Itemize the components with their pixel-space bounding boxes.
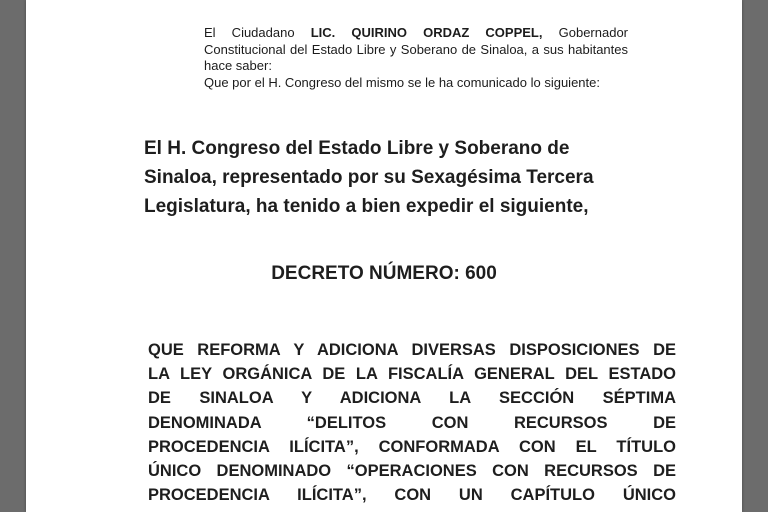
preamble-line: Sinaloa, representado por su Sexagésima Tercera [144, 167, 594, 188]
governor-name: LIC. QUIRINO ORDAZ COPPEL, [310, 25, 543, 40]
decree-title-line: PROCEDENCIA ILÍCITA”, CONFORMADA CON EL TÍTULO [148, 437, 676, 456]
decree-number-heading: DECRETO NÚMERO: 600 [271, 263, 497, 284]
announcement-suffix: Gobernador Constitucional del Estado Libre y Soberano de Sinaloa, a sus habitantes hace saber: [204, 25, 628, 73]
decree-title-line: LA LEY ORGÁNICA DE LA FISCALÍA GENERAL DEL ESTADO [148, 365, 676, 384]
announcement-prefix: El Ciudadano [204, 25, 311, 40]
preamble-line: El H. Congreso del Estado Libre y Soberano de [144, 138, 570, 159]
preamble-line: Legislatura, ha tenido a bien expedir el siguiente, [144, 196, 589, 217]
decree-title [148, 338, 676, 507]
announcement-paragraph [204, 25, 628, 75]
document-page [26, 0, 742, 512]
governor-announcement [204, 25, 628, 91]
decree-title-line: PROCEDENCIA ILÍCITA”, CON UN CAPÍTULO ÚNICO [148, 486, 676, 505]
decree-title-line: DE SINALOA Y ADICIONA LA SECCIÓN SÉPTIMA [148, 389, 676, 408]
communication-line: Que por el H. Congreso del mismo se le ha comunicado lo siguiente: [204, 74, 600, 90]
decree-title-line: DENOMINADA “DELITOS CON RECURSOS DE [148, 413, 676, 432]
decree-title-line: ÚNICO DENOMINADO “OPERACIONES CON RECURSOS DE [148, 462, 676, 481]
congress-preamble [144, 134, 674, 221]
decree-title-line: QUE REFORMA Y ADICIONA DIVERSAS DISPOSICIONES DE [148, 341, 676, 359]
